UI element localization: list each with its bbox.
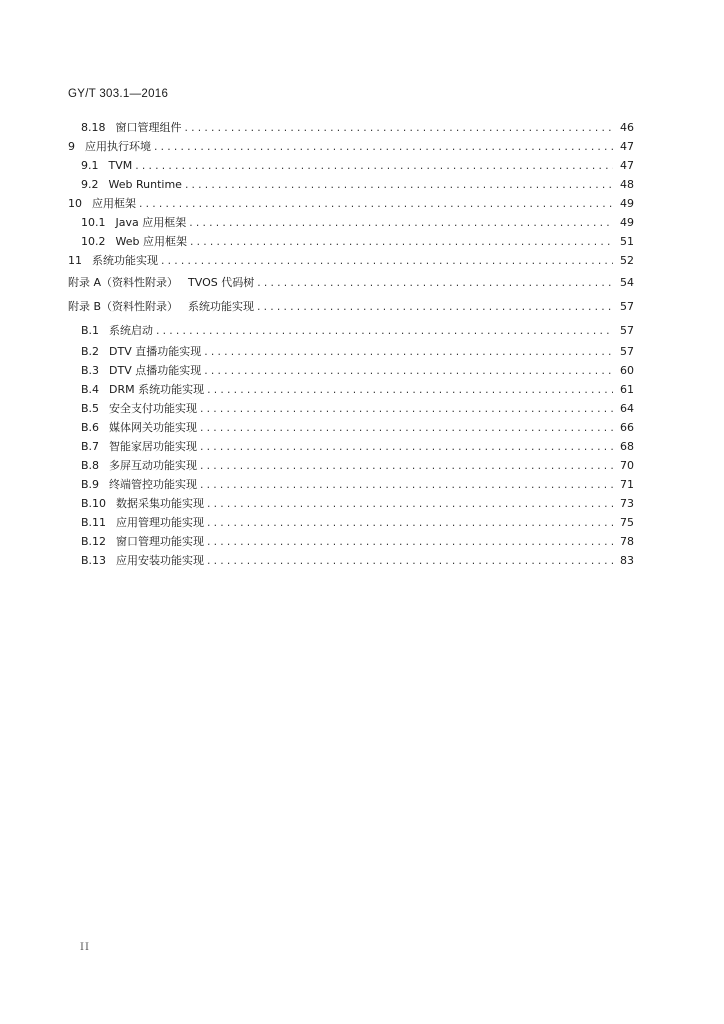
toc-entry[interactable] [68, 475, 634, 494]
toc-leader-dots [134, 158, 613, 177]
toc-entry[interactable] [68, 213, 634, 232]
toc-entry-page: 49 [620, 197, 634, 210]
toc-entry-number: 9.2 [81, 178, 99, 191]
toc-entry-page: 47 [620, 140, 634, 153]
toc-leader-dots [199, 401, 613, 420]
toc-entry[interactable] [68, 456, 634, 475]
toc-entry-title: 应用管理功能实现 [116, 516, 205, 529]
toc-entry-number: B.7 [81, 440, 100, 453]
toc-leader-dots [138, 196, 613, 215]
toc-entry-page: 57 [620, 300, 634, 313]
toc-entry[interactable] [68, 156, 634, 175]
toc-entry-page: 52 [620, 254, 634, 267]
toc-entry[interactable] [68, 194, 634, 213]
toc-leader-dots [206, 553, 613, 572]
toc-entry-page: 70 [620, 459, 634, 472]
toc-entry-page: 71 [620, 478, 634, 491]
toc-entry-title: 应用安装功能实现 [116, 554, 205, 567]
toc-entry-title: 应用框架 [92, 197, 136, 210]
toc-entry-number: B.3 [81, 364, 100, 377]
toc-entry-title: 窗口管理组件 [115, 121, 182, 134]
toc-leader-dots [203, 363, 613, 382]
toc-entry-page: 83 [620, 554, 634, 567]
toc-entry[interactable] [68, 513, 634, 532]
toc-entry-number: B.5 [81, 402, 100, 415]
toc-entry-number: B.12 [81, 535, 107, 548]
toc-entry-title: 多屏互动功能实现 [109, 459, 198, 472]
toc-leader-dots [256, 299, 613, 318]
toc-leader-dots [188, 215, 613, 234]
toc-leader-dots [189, 234, 613, 253]
toc-entry-title: 应用执行环境 [85, 140, 151, 153]
toc-entry-number: 11 [68, 254, 82, 267]
toc-entry[interactable] [68, 399, 634, 418]
toc-leader-dots [256, 275, 613, 294]
toc-entry-number: B.4 [81, 383, 100, 396]
toc-entry[interactable] [68, 380, 634, 399]
toc-entry[interactable] [68, 418, 634, 437]
toc-entry-number: B.11 [81, 516, 107, 529]
toc-leader-dots [199, 420, 613, 439]
toc-entry-title: 系统功能实现 [188, 300, 255, 313]
toc-leader-dots [199, 477, 613, 496]
toc-entry-title: TVOS 代码树 [188, 276, 255, 289]
document-header-code: GY/T 303.1—2016 [68, 88, 169, 100]
toc-entry-number: 8.18 [81, 121, 106, 134]
toc-entry-page: 48 [620, 178, 634, 191]
toc-entry-page: 57 [620, 345, 634, 358]
toc-entry-title: DTV 直播功能实现 [109, 345, 202, 358]
toc-entry-page: 68 [620, 440, 634, 453]
toc-entry[interactable] [68, 494, 634, 513]
toc-leader-dots [184, 120, 614, 139]
toc-leader-dots [199, 458, 613, 477]
toc-leader-dots [206, 515, 613, 534]
toc-leader-dots [206, 496, 613, 515]
toc-entry[interactable] [68, 297, 634, 318]
toc-entry[interactable] [68, 273, 634, 294]
toc-entry[interactable] [68, 532, 634, 551]
toc-entry[interactable] [68, 551, 634, 570]
toc-entry-title: DTV 点播功能实现 [109, 364, 202, 377]
toc-entry[interactable] [68, 232, 634, 251]
toc-entry-number: 9.1 [81, 159, 99, 172]
toc-entry-number: B.6 [81, 421, 100, 434]
toc-entry-page: 49 [620, 216, 634, 229]
toc-entry-title: 媒体网关功能实现 [109, 421, 198, 434]
toc-entry-page: 54 [620, 276, 634, 289]
toc-entry[interactable] [68, 361, 634, 380]
toc-entry-number: B.2 [81, 345, 100, 358]
toc-entry-number: B.10 [81, 497, 107, 510]
toc-leader-dots [160, 253, 613, 272]
toc-entry-title: 系统启动 [109, 324, 154, 337]
toc-entry[interactable] [68, 137, 634, 156]
toc-entry-title: 窗口管理功能实现 [116, 535, 205, 548]
toc-entry-page: 57 [620, 324, 634, 337]
toc-entry-page: 51 [620, 235, 634, 248]
toc-entry-page: 66 [620, 421, 634, 434]
toc-entry-title: Java 应用框架 [115, 216, 187, 229]
toc-entry-title: 数据采集功能实现 [116, 497, 205, 510]
toc-leader-dots [199, 439, 613, 458]
toc-entry[interactable] [68, 175, 634, 194]
toc-entry-page: 61 [620, 383, 634, 396]
toc-entry-number: B.1 [81, 324, 100, 337]
toc-entry-title: TVM [108, 159, 133, 172]
toc-entry-title: 安全支付功能实现 [109, 402, 198, 415]
toc-entry[interactable] [68, 437, 634, 456]
toc-leader-dots [153, 139, 613, 158]
toc-entry[interactable] [68, 342, 634, 361]
toc-entry-number: 附录 A（资料性附录） [68, 276, 179, 289]
toc-entry-page: 64 [620, 402, 634, 415]
toc-entry-title: Web 应用框架 [115, 235, 187, 248]
toc-entry[interactable] [68, 118, 634, 137]
toc-entry-number: 10.2 [81, 235, 106, 248]
toc-leader-dots [155, 323, 613, 342]
toc-entry-number: 附录 B（资料性附录） [68, 300, 179, 313]
toc-entry-page: 75 [620, 516, 634, 529]
toc-entry-number: B.9 [81, 478, 100, 491]
toc-entry-number: 10.1 [81, 216, 106, 229]
toc-entry[interactable] [68, 321, 634, 342]
toc-leader-dots [206, 534, 613, 553]
toc-leader-dots [206, 382, 613, 401]
toc-leader-dots [184, 177, 613, 196]
toc-entry-number: 9 [68, 140, 75, 153]
toc-entry-title: 系统功能实现 [92, 254, 158, 267]
table-of-contents [68, 118, 634, 570]
page-number-footer: II [80, 942, 90, 953]
toc-entry-title: 智能家居功能实现 [109, 440, 198, 453]
toc-entry-number: 10 [68, 197, 82, 210]
toc-entry-title: 终端管控功能实现 [109, 478, 198, 491]
toc-entry-title: DRM 系统功能实现 [109, 383, 205, 396]
toc-entry-title: Web Runtime [108, 178, 182, 191]
toc-entry-number: B.8 [81, 459, 100, 472]
toc-entry[interactable] [68, 251, 634, 270]
toc-entry-page: 60 [620, 364, 634, 377]
toc-leader-dots [203, 344, 613, 363]
toc-entry-number: B.13 [81, 554, 107, 567]
toc-entry-page: 46 [620, 121, 634, 134]
toc-entry-page: 47 [620, 159, 634, 172]
toc-entry-page: 73 [620, 497, 634, 510]
toc-entry-page: 78 [620, 535, 634, 548]
